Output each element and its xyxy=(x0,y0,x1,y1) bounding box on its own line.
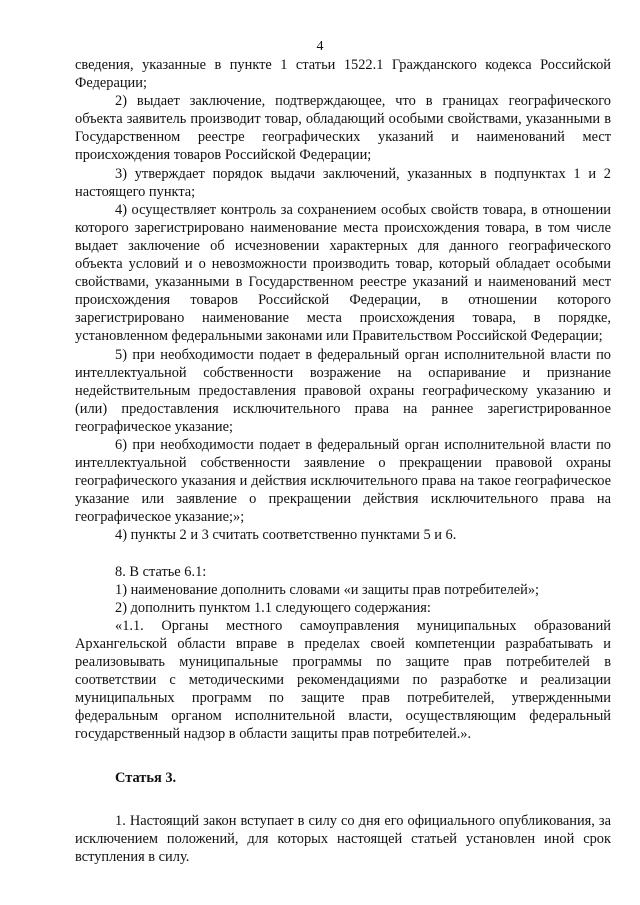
paragraph-item-6: 6) при необходимости подает в федеральный орган исполнительной власти по интеллектуальной собственности заявление о прекращении правовой охраны географического указания и действия исключительного права на такое географическое указание или заявление о прекращении действия исключительного права на географическое указание;»; xyxy=(75,436,611,526)
document-body xyxy=(75,56,611,866)
paragraph-continuation: сведения, указанные в пункте 1 статьи 1522.1 Гражданского кодекса Российской Федерации; xyxy=(75,57,611,92)
amendment-8-item-1: 1) наименование дополнить словами «и защиты прав потребителей»; xyxy=(115,581,540,598)
article-3-heading: Статья 3. xyxy=(115,770,177,787)
amendment-8-lead: 8. В статье 6.1: xyxy=(115,563,207,580)
page-number: 4 xyxy=(316,39,324,54)
amendment-8-item-2: 2) дополнить пунктом 1.1 следующего содержания: xyxy=(115,599,431,616)
paragraph-renumber: 4) пункты 2 и 3 считать соответственно пунктами 5 и 6. xyxy=(115,527,457,544)
paragraph-item-4: 4) осуществляет контроль за сохранением особых свойств товара, в отношении которого зарегистрировано наименование места происхождения товара, в том числе выдает заключение об исчезновении характерных для данного географического объекта условий и о невозможности производить товар, который обладает особыми свойствами, указанными в Государственном реестре указаний и наименований мест происхождения товаров Российской Федерации, в отношении которого зарегистрировано наименование места происхождения товара, в порядке, установленном федеральными законами или Правительством Российской Федерации; xyxy=(75,201,611,345)
article-3-paragraph-1: 1. Настоящий закон вступает в силу со дня его официального опубликования, за исключением положений, для которых настоящей статьей установлен иной срок вступления в силу. xyxy=(75,812,611,865)
paragraph-item-2: 2) выдает заключение, подтверждающее, что в границах географического объекта заявитель производит товар, обладающий особыми свойствами, указанными в Государственном реестре географических указаний и наименований мест происхождения товаров Российской Федерации; xyxy=(75,93,611,164)
paragraph-item-5: 5) при необходимости подает в федеральный орган исполнительной власти по интеллектуальной собственности возражение на оспаривание и признание недействительным предоставления правовой охраны географическому указанию и (или) предоставления исключительного права на раннее зарегистрированное географическое указание; xyxy=(75,346,611,435)
amendment-8-item-1-1: «1.1. Органы местного самоуправления муниципальных образований Архангельской области вправе в пределах своей компетенции разрабатывать и реализовывать муниципальные программы по защите прав потребителей в соответствии с методическими рекомендациями по разработке и реализации муниципальных программ по защите прав потребителей, утвержденными федеральным органом исполнительной власти, осуществляющим федеральный государственный надзор в области защиты прав потребителей.». xyxy=(75,617,611,743)
paragraph-item-3: 3) утверждает порядок выдачи заключений, указанных в подпунктах 1 и 2 настоящего пункта; xyxy=(75,165,611,200)
